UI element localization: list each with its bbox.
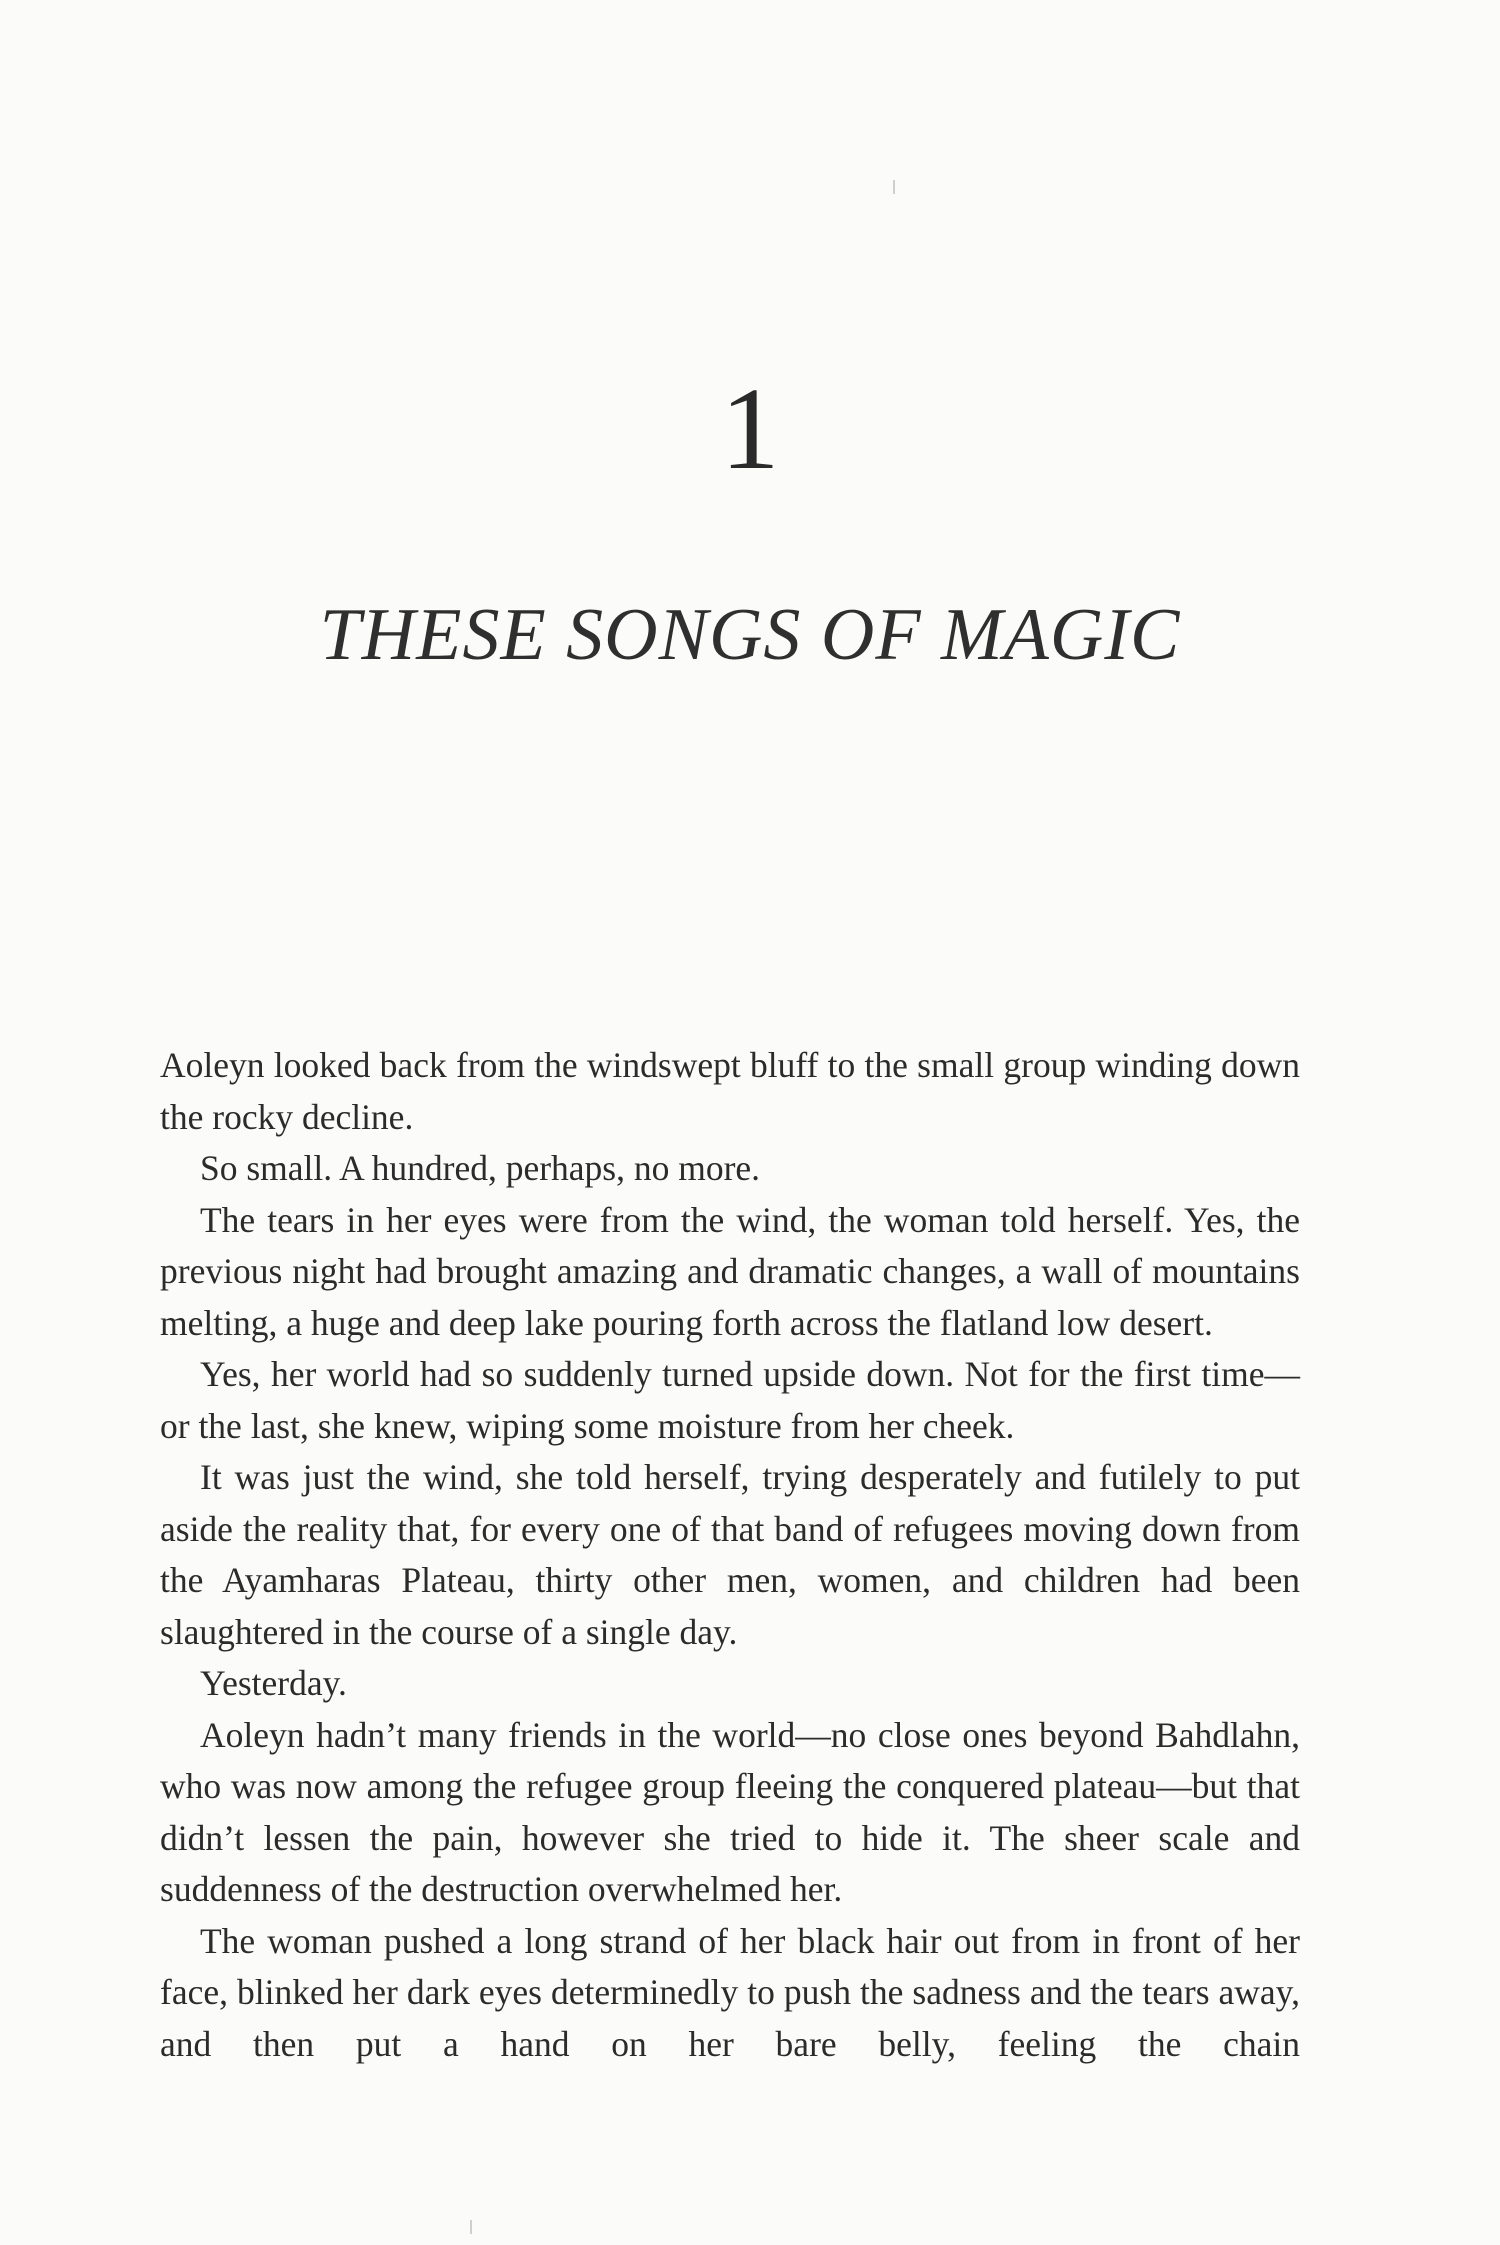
paragraph: It was just the wind, she told herself, trying desperately and futilely to put aside the reality that, for every one of that band of refugees moving down from the Ayamharas Plateau, thirty other men, women, and children had been slaughtered in the course of a single day. [160,1457,1300,1652]
chapter-body [160,1040,1300,2070]
paragraph: Aoleyn hadn’t many friends in the world—no close ones beyond Bahdlahn, who was now among the refugee group fleeing the conquered plateau—but that didn’t lessen the pain, however she tried to hide it. The sheer scale and suddenness of the destruction overwhelmed her. [160,1714,1300,1909]
paragraph: The woman pushed a long strand of her black hair out from in front of her face, blinked her dark eyes determinedly to push the sadness and the tears away, and then put a hand on her bare belly, feeling the chain [160,1920,1300,2064]
scan-speck [893,180,895,194]
chapter-title: THESE SONGS OF MAGIC [319,594,1181,676]
paragraph: So small. A hundred, perhaps, no more. [200,1148,761,1188]
paragraph: Yesterday. [200,1663,347,1703]
paragraph: The tears in her eyes were from the wind, the woman told herself. Yes, the previous night had brought amazing and dramatic changes, a wall of mountains melting, a huge and deep lake pouring forth across the flatland low desert. [160,1199,1300,1343]
paragraph: Aoleyn looked back from the windswept bluff to the small group winding down the rocky decline. [160,1045,1300,1137]
paragraph: Yes, her world had so suddenly turned upside down. Not for the first time—or the last, she knew, wiping some moisture from her cheek. [160,1354,1300,1446]
chapter-number: 1 [720,363,780,494]
scan-speck [470,2220,472,2234]
